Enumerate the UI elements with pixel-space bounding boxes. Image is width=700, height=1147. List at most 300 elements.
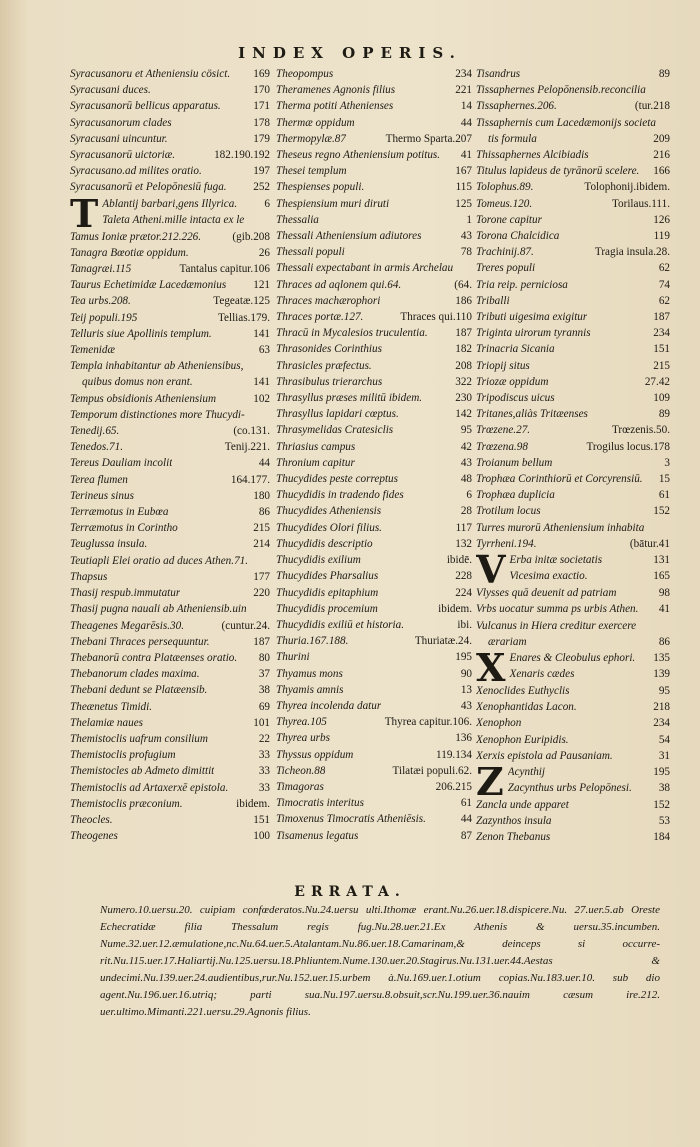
index-entry-term: Theænetus Timidi. [70, 700, 153, 713]
index-entry [276, 811, 472, 827]
index-entry-page: ibi. [457, 618, 472, 631]
index-entry-term: Terræmotus in Corintho [70, 522, 178, 535]
index-entry-page: 22 [258, 732, 270, 745]
index-entry-term: Therma potiti Athenienses [276, 100, 394, 113]
index-entry-page: 170 [253, 84, 270, 97]
index-entry-page: 48 [460, 473, 472, 486]
index-entry-page: 187 [253, 635, 270, 648]
index-entry [476, 634, 670, 650]
index-entry-term: Thyrea incolenda datur [276, 699, 382, 712]
index-entry-term: Theopompus [276, 68, 334, 80]
index-entry [276, 779, 472, 795]
index-entry-term: Thebani Thraces persequuntur. [70, 635, 210, 648]
index-entry-term: Triopij situs [476, 359, 530, 372]
index-entry-page: 38 [658, 782, 670, 795]
index-entry-page: 53 [658, 815, 670, 828]
index-entry-page: 27.42 [644, 375, 670, 388]
index-entry [70, 147, 270, 163]
index-entry-page [667, 115, 670, 131]
index-entry-page: 230 [455, 392, 472, 405]
index-entry-page: Tenij.221. [224, 441, 270, 454]
index-entry-page: 98 [658, 587, 670, 600]
index-entry-term: Syracusano.ad milites oratio. [70, 165, 202, 178]
index-entry [70, 666, 270, 682]
index-entry-page: 125 [455, 197, 472, 210]
index-entry [476, 293, 670, 309]
index-entry [276, 179, 472, 195]
index-entry [476, 748, 670, 764]
index-entry [476, 699, 670, 715]
index-entry [476, 147, 670, 163]
index-entry-term: Erba initæ societatis [509, 554, 603, 567]
index-entry [70, 423, 270, 439]
index-entry [276, 520, 472, 536]
index-entry-term: Syracusanorū et Pelopōnesiū fuga. [70, 181, 227, 194]
index-entry [476, 228, 670, 244]
index-entry-term: Syracusani uincuntur. [70, 132, 168, 145]
index-entry [70, 536, 270, 552]
index-entry-page [267, 212, 270, 228]
index-entry-term: Thurini [276, 651, 310, 664]
index-entry-term: Troianum bellum [476, 456, 553, 469]
index-entry-term: Xenophon [476, 717, 522, 730]
index-entry-term: Tamus Ioniæ prætor.212.226. [70, 230, 202, 243]
index-entry-term: Tempus obsidionis Atheniensium [70, 392, 217, 405]
index-entry-page: 132 [455, 537, 472, 550]
index-entry-term: Ablantij barbari,gens Illyrica. [102, 197, 238, 210]
index-entry [476, 260, 670, 276]
index-entry [70, 261, 270, 277]
index-entry-term: Thebani dedunt se Platæensib. [70, 684, 208, 697]
index-entry-term: Thebanorū contra Platæenses oratio. [70, 651, 238, 664]
index-entry [70, 472, 270, 488]
index-entry-term: Temenidæ [70, 344, 115, 357]
index-entry [276, 682, 472, 698]
index-entry [70, 310, 270, 326]
index-entry-term: Thasij pugna nauali ab Atheniensib.uin [70, 603, 247, 616]
index-entry-term: Zancla unde apparet [476, 798, 569, 811]
index-entry-term: Xenoclides Euthyclis [476, 684, 570, 697]
index-entry [70, 179, 270, 195]
index-entry-page: ibidem. [236, 797, 270, 810]
index-entry-term: quibus domus non erant. [82, 376, 193, 389]
index-entry-term: Thucydides Pharsalius [276, 570, 379, 583]
index-entry [276, 147, 472, 163]
index-entry-term: Theagenes Megarēsis.30. [70, 619, 185, 632]
index-entry-page: 95 [460, 424, 472, 437]
index-entry-page: 33 [258, 781, 270, 794]
index-entry-page: 165 [653, 570, 670, 583]
index-entry-term: Thelamiæ naues [70, 716, 144, 729]
index-letter-block [476, 797, 670, 846]
index-entry [476, 406, 670, 422]
index-entry [276, 698, 472, 714]
index-entry-page: 141 [253, 376, 270, 389]
index-entry-page: 234 [653, 327, 670, 340]
index-entry-page: (gib.208 [232, 230, 270, 243]
index-entry [70, 277, 270, 293]
index-entry [509, 552, 670, 568]
index-entry [70, 82, 270, 98]
index-entry-term: Themistoclis profugium [70, 749, 176, 762]
index-entry-page: Trœzenis.50. [611, 424, 670, 437]
index-entry-page: 80 [258, 651, 270, 664]
index-entry [276, 747, 472, 763]
index-entry-term: Zenon Thebanus [476, 831, 551, 844]
index-letter-block [70, 66, 270, 196]
index-entry-page: 44 [258, 457, 270, 470]
index-entry-page: 100 [253, 830, 270, 843]
index-entry-term: Syracusanorū uictoriæ. [70, 149, 176, 162]
index-entry-page: 86 [258, 506, 270, 519]
index-entry-page: 215 [253, 522, 270, 535]
index-entry-term: Tisandrus [476, 68, 521, 80]
drop-capital: Z [476, 763, 504, 797]
index-entry-page: 119.134 [436, 748, 472, 761]
index-entry-term: Thebanorum clades maxima. [70, 668, 200, 681]
index-entry-page: 6 [264, 197, 270, 210]
index-entry-term: Tria reip. perniciosa [476, 278, 568, 291]
index-entry-page: 109 [653, 392, 670, 405]
index-entry-page: 86 [658, 635, 670, 648]
index-entry-page: 214 [253, 538, 270, 551]
index-entry [476, 212, 670, 228]
index-entry [70, 699, 270, 715]
index-entry-term: Enares & Cleobulus ephori. [509, 651, 636, 664]
index-entry [102, 196, 270, 212]
index-letter-block [476, 552, 670, 585]
index-entry [70, 682, 270, 698]
index-entry-page: 101 [253, 716, 270, 729]
index-entry-term: Templa inhabitantur ab Atheniensibus, [70, 360, 244, 373]
index-entry [476, 390, 670, 406]
index-entry-page: 216 [653, 149, 670, 162]
index-entry-term: Thucydides peste correptus [276, 473, 399, 486]
index-entry-term: Thucydidis in tradendo fides [276, 489, 404, 502]
index-entry [276, 714, 472, 730]
index-entry [70, 650, 270, 666]
index-entry-page: Thyrea capitur.106. [384, 716, 472, 729]
index-entry-page: 117 [455, 521, 472, 534]
index-entry [476, 536, 670, 552]
index-entry-page [267, 358, 270, 374]
index-entry-term: Thyamis amnis [276, 683, 344, 696]
index-entry-term: Thuria.167.188. [276, 635, 349, 648]
index-entry [70, 763, 270, 779]
index-entry-page: 252 [253, 181, 270, 194]
index-entry-page: 171 [253, 100, 270, 113]
index-entry-page: 33 [258, 749, 270, 762]
index-entry-term: Tisamenus legatus [276, 829, 359, 842]
index-entry [276, 406, 472, 422]
index-entry-term: Theseus regno Atheniensium potitus. [276, 149, 441, 162]
index-entry [70, 358, 270, 374]
index-entry-term: Trophæa Corinthiorū et Corcyrensiū. [476, 473, 643, 486]
index-entry [476, 341, 670, 357]
index-entry-term: Taurus Echetimidæ Lacedæmonius [70, 279, 227, 292]
index-entry-term: Thrasicles præfectus. [276, 359, 372, 372]
index-entry-page: 169 [253, 68, 270, 80]
index-entry-page: 322 [455, 375, 472, 388]
index-entry-page: 234 [455, 68, 472, 80]
index-entry-term: Xenophon Euripidis. [476, 733, 569, 746]
index-entry-term: Thucydidis descriptio [276, 537, 373, 550]
index-entry-page: 126 [653, 213, 670, 226]
index-entry-term: Torona Chalcidica [476, 230, 560, 243]
index-entry-term: Trophæa duplicia [476, 489, 555, 502]
index-entry-term: Themistoclis ad Artaxerxē epistola. [70, 781, 229, 794]
index-entry-page: 121 [253, 279, 270, 292]
index-entry [102, 212, 270, 228]
index-entry-term: Zazynthos insula [476, 815, 552, 828]
index-entry-page: 224 [455, 586, 472, 599]
index-entry [476, 277, 670, 293]
index-entry-term: Thyrea.105 [276, 716, 327, 729]
index-entry [476, 309, 670, 325]
running-head: INDEX OPERIS. [238, 44, 462, 62]
index-entry [276, 552, 472, 568]
index-entry-page: ibidem. [438, 602, 472, 615]
index-entry [70, 553, 270, 569]
index-entry [70, 618, 270, 634]
index-entry [70, 601, 270, 617]
index-entry [70, 634, 270, 650]
index-entry [276, 98, 472, 114]
index-entry [476, 358, 670, 374]
index-entry-term: Theogenes [70, 830, 118, 843]
index-entry [508, 764, 670, 780]
index-entry [276, 244, 472, 260]
index-entry-page: Tilatæi populi.62. [392, 764, 472, 777]
index-entry-page: 136 [455, 732, 472, 745]
index-entry-term: Thesei templum [276, 165, 347, 178]
index-entry-term: Tanagra Bœotiæ oppidum. [70, 246, 189, 259]
index-entry-page [267, 407, 270, 423]
index-entry [476, 66, 670, 82]
index-entry [70, 229, 270, 245]
index-entry-term: Thriasius campus [276, 440, 356, 453]
index-entry-page: 14 [460, 100, 472, 113]
index-entry-page: 197 [253, 165, 270, 178]
index-entry-term: Thrasyllus præses militū ibidem. [276, 392, 423, 405]
index-entry [476, 520, 670, 536]
index-entry [70, 245, 270, 261]
index-entry-page: 215 [653, 359, 670, 372]
index-entry-page: 90 [460, 667, 472, 680]
index-entry-page [267, 601, 270, 617]
index-entry-term: Torone capitur [476, 213, 542, 226]
index-entry-term: Tripodiscus uicus [476, 392, 555, 405]
index-entry-page: 182.190.192 [214, 149, 270, 162]
index-entry-page: 166 [653, 165, 670, 178]
index-entry-term: Acynthij [507, 765, 546, 778]
index-entry-page: (64. [454, 278, 472, 291]
index-entry-term: Thrasibulus trierarchus [276, 375, 383, 388]
index-entry-page: 37 [258, 668, 270, 681]
index-entry [276, 163, 472, 179]
index-entry-page: Tegeatæ.125 [213, 295, 270, 308]
index-entry-term: Thermæ oppidum [276, 116, 355, 129]
index-entry [276, 374, 472, 390]
index-entry-term: Theramenes Agnonis filius [276, 84, 396, 97]
index-entry [70, 66, 270, 82]
index-entry-term: Syracusanorū bellicus apparatus. [70, 100, 221, 113]
index-column-3 [476, 66, 670, 846]
index-entry [70, 504, 270, 520]
index-entry-page: Thraces qui.110 [400, 311, 472, 324]
index-entry-term: Tolophus.89. [476, 181, 534, 194]
index-entry-term: Tenedij.65. [70, 425, 120, 438]
index-entry-page: 62 [658, 294, 670, 307]
index-entry-term: Zacynthus urbs Pelopōnesi. [507, 782, 632, 795]
index-entry-term: Tea urbs.208. [70, 295, 131, 308]
index-entry-page: 95 [658, 684, 670, 697]
index-entry-page: Trogilus locus.178 [586, 440, 670, 453]
index-entry-page: 43 [460, 230, 472, 243]
index-entry-page: 142 [455, 408, 472, 421]
index-entry-term: Triballi [476, 294, 510, 307]
index-entry [476, 179, 670, 195]
index-entry [276, 649, 472, 665]
index-entry [476, 115, 670, 131]
index-entry-page: Torilaus.111. [611, 197, 670, 210]
index-entry [276, 795, 472, 811]
index-column-1 [70, 66, 270, 844]
index-entry [70, 407, 270, 423]
index-entry-page: 61 [460, 797, 472, 810]
index-entry [509, 568, 670, 584]
index-entry-term: Thronium capitur [276, 456, 355, 469]
index-entry-term: Thessalia [276, 213, 319, 226]
index-entry-term: Ticheon.88 [276, 764, 326, 777]
index-entry-page: Thermo Sparta.207 [385, 132, 472, 145]
index-entry [476, 471, 670, 487]
index-entry-page: 69 [258, 700, 270, 713]
index-entry-page: 195 [455, 651, 472, 664]
index-entry-page: 78 [460, 246, 472, 259]
index-entry [70, 796, 270, 812]
index-entry [276, 131, 472, 147]
index-entry [276, 325, 472, 341]
index-entry-page: ibidē. [446, 554, 472, 567]
index-entry [476, 196, 670, 212]
index-entry-term: Timagoras [276, 780, 324, 793]
index-entry-page: 187 [455, 327, 472, 340]
index-entry-term: Syracusani duces. [70, 84, 151, 97]
index-entry [276, 228, 472, 244]
index-letter-block [476, 764, 670, 797]
index-entry-term: tis formula [488, 132, 537, 145]
index-entry [276, 422, 472, 438]
index-entry-page: (co.131. [233, 425, 270, 438]
index-entry-page [667, 520, 670, 536]
index-entry-term: Thissaphernes Alcibiadis [476, 149, 589, 162]
index-entry [70, 812, 270, 828]
index-entry-page: 28 [460, 505, 472, 518]
index-entry [276, 358, 472, 374]
index-entry-term: Tyrrheni.194. [476, 537, 537, 550]
index-entry [476, 683, 670, 699]
index-entry-term: Teuglussa insula. [70, 538, 148, 551]
index-entry-term: Thracū in Mycalesios truculentia. [276, 327, 428, 340]
index-entry-term: Tereus Dauliam incolit [70, 457, 173, 470]
index-entry [476, 439, 670, 455]
index-entry-term: ærariam [488, 635, 527, 648]
index-entry-term: Thucydides Olori filius. [276, 521, 382, 534]
index-entry [70, 391, 270, 407]
index-entry-term: Thraces machærophori [276, 294, 381, 307]
index-entry [476, 244, 670, 260]
index-entry-page: 41 [460, 149, 472, 162]
index-entry-page: 151 [253, 813, 270, 826]
index-entry [276, 277, 472, 293]
index-entry-page: 43 [460, 699, 472, 712]
index-entry-page: 182 [455, 343, 472, 356]
index-entry-page: 151 [653, 343, 670, 356]
index-entry-page: 228 [455, 570, 472, 583]
index-entry [276, 390, 472, 406]
index-entry-term: Vlysses quā deuenit ad patriam [476, 587, 617, 600]
index-letter-block [476, 650, 670, 683]
index-entry-page: 234 [653, 717, 670, 730]
index-entry-page: 1 [466, 213, 472, 226]
index-entry-page: 74 [658, 278, 670, 291]
index-entry-term: Telluris siue Apollinis templum. [70, 327, 212, 340]
index-entry [476, 601, 670, 617]
index-entry-page: 195 [653, 765, 670, 778]
index-entry-term: Timocratis interitus [276, 797, 364, 810]
index-entry-term: Vulcanus in Hiera creditur exercere [476, 619, 637, 632]
index-letter-block [476, 585, 670, 650]
index-entry-term: Xenophantidas Lacon. [476, 701, 577, 714]
index-entry [276, 487, 472, 503]
index-entry-term: Theocles. [70, 813, 113, 826]
index-entry [276, 212, 472, 228]
index-letter-block [476, 66, 670, 552]
index-entry [276, 196, 472, 212]
index-entry [276, 617, 472, 633]
index-entry [476, 98, 670, 114]
index-entry-term: Teij populi.195 [70, 311, 138, 324]
index-entry-term: Thucydidis exiliū et historia. [276, 618, 405, 631]
index-entry-page: 41 [658, 603, 670, 616]
index-entry [70, 342, 270, 358]
index-entry [70, 731, 270, 747]
index-entry [476, 131, 670, 147]
index-entry-term: Tritanes,aliàs Tritæenses [476, 408, 588, 421]
index-entry [276, 763, 472, 779]
index-entry-page: 54 [658, 733, 670, 746]
index-entry-term: Treres populi [476, 262, 536, 275]
index-entry [70, 293, 270, 309]
index-entry-term: Thespiensium muri diruti [276, 197, 390, 210]
index-entry [70, 780, 270, 796]
index-entry-term: Trachinij.87. [476, 246, 534, 259]
index-entry-term: Syracusanoru et Atheniensiu cösict. [70, 68, 231, 80]
index-entry-page: 3 [664, 456, 670, 469]
index-entry-term: Thrasymelidas Cratesiclis [276, 424, 394, 437]
index-entry-term: Terineus sinus [70, 489, 134, 502]
index-entry [70, 455, 270, 471]
index-entry [70, 828, 270, 844]
index-entry-page: 141 [253, 327, 270, 340]
index-entry-page: (cuntur.24. [221, 619, 270, 632]
index-entry-term: Thermopylæ.87 [276, 132, 346, 145]
index-entry [276, 341, 472, 357]
drop-capital: X [476, 649, 506, 683]
index-entry-term: Thrasyllus lapidari cœptus. [276, 408, 399, 421]
index-entry-term: Thasij respub.immutatur [70, 587, 181, 600]
